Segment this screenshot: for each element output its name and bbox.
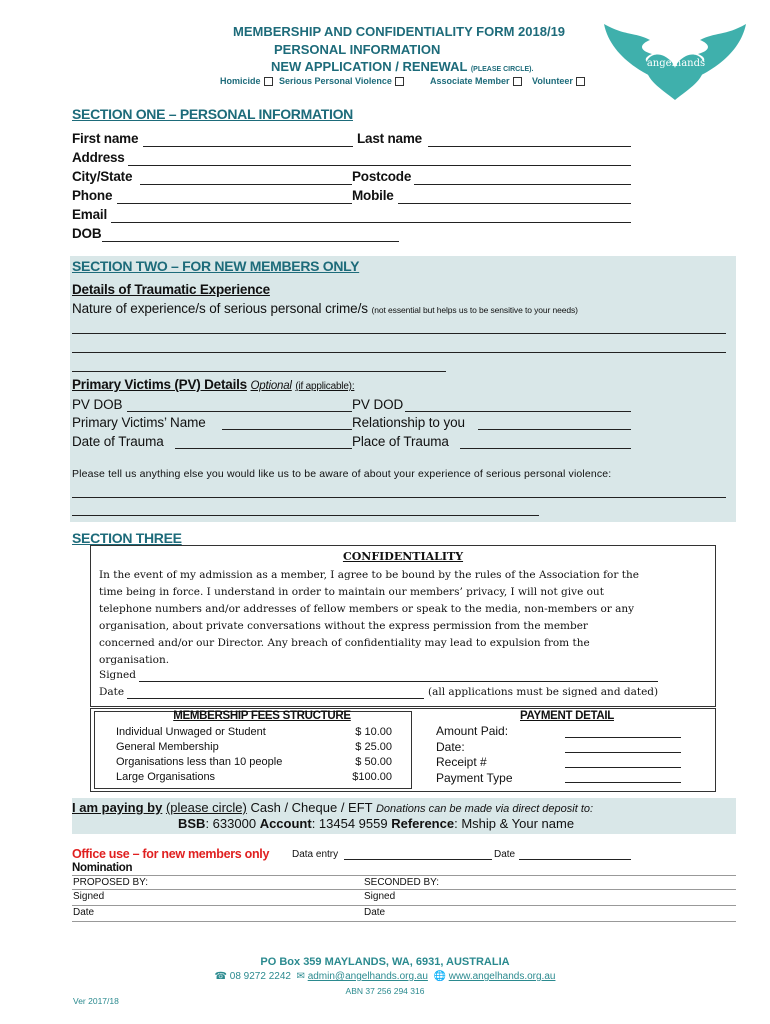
- amount-paid-field[interactable]: [565, 737, 681, 738]
- confidentiality-text: [99, 567, 639, 669]
- data-entry-label: Data entry: [292, 849, 339, 860]
- application-label: NEW APPLICATION / RENEWAL: [271, 59, 468, 74]
- email-field[interactable]: [111, 222, 631, 223]
- nomination-row-line: [72, 921, 736, 922]
- form-title: MEMBERSHIP AND CONFIDENTIALITY FORM 2018/19: [233, 24, 566, 39]
- volunteer-checkbox[interactable]: [576, 77, 585, 86]
- paying-circle-note: (please circle): [165, 800, 247, 815]
- option-volunteer-label: Volunteer: [532, 76, 573, 86]
- nature-field-line-2[interactable]: [72, 352, 726, 353]
- option-homicide[interactable]: [220, 76, 273, 86]
- spv-checkbox[interactable]: [395, 77, 404, 86]
- fee-amount: $ 10.00: [355, 726, 392, 738]
- fee-amount: $ 50.00: [355, 756, 392, 768]
- footer-abn: ABN 37 256 294 316: [345, 986, 425, 996]
- paying-line: [72, 800, 593, 815]
- last-name-field[interactable]: [428, 146, 631, 147]
- footer-contacts: [0, 971, 770, 982]
- fee-label: Organisations less than 10 people: [116, 756, 283, 768]
- fee-label: Large Organisations: [116, 771, 216, 783]
- traumatic-experience-title: Details of Traumatic Experience: [72, 282, 270, 297]
- option-spv[interactable]: [279, 76, 404, 86]
- account-value: : 13454 9559: [311, 816, 388, 831]
- mobile-label: Mobile: [352, 188, 394, 203]
- donations-note: Donations can be made via direct deposit to:: [375, 803, 594, 815]
- payment-label: Payment Type: [436, 770, 513, 785]
- conf-line: concerned and/or our Director. Any breach of confidentiality may lead to expulsion from the: [99, 637, 590, 649]
- section-three-title: SECTION THREE: [72, 530, 182, 546]
- confidentiality-title: CONFIDENTIALITY: [342, 550, 464, 563]
- seconded-signed-label[interactable]: Signed: [364, 891, 396, 902]
- pv-dod-field[interactable]: [405, 411, 631, 412]
- signed-field[interactable]: [139, 681, 658, 682]
- conf-line: organisation.: [99, 654, 170, 666]
- pv-name-field[interactable]: [222, 429, 352, 430]
- pv-title: Primary Victims (PV) Details: [72, 377, 247, 392]
- nature-label: [72, 301, 578, 316]
- seconded-date-label[interactable]: Date: [364, 907, 386, 918]
- proposed-signed-label[interactable]: Signed: [73, 891, 105, 902]
- pv-dob-label: PV DOB: [72, 397, 123, 412]
- place-trauma-field[interactable]: [460, 448, 631, 449]
- payment-labels: [436, 724, 513, 786]
- payment-label: Amount Paid:: [436, 724, 509, 738]
- footer-address: PO Box 359 MAYLANDS, WA, 6931, AUSTRALIA: [260, 956, 510, 968]
- phone-icon: ☎: [214, 971, 227, 982]
- payment-label: Date:: [436, 739, 465, 754]
- footer-email-link[interactable]: admin@angelhands.org.au: [307, 971, 428, 982]
- fees-labels: [116, 725, 282, 785]
- account-label: Account: [259, 816, 312, 831]
- option-associate-label: Associate Member: [430, 76, 510, 86]
- fee-amount: $100.00: [352, 771, 392, 783]
- payment-date-field[interactable]: [565, 752, 681, 753]
- relationship-label: Relationship to you: [352, 415, 465, 430]
- city-state-label: City/State: [72, 169, 133, 184]
- address-label: Address: [72, 150, 125, 165]
- phone-label: Phone: [72, 188, 113, 203]
- nature-text: Nature of experience/s of serious personal crime/s: [72, 301, 368, 316]
- last-name-label: Last name: [357, 131, 422, 146]
- payment-label: Receipt #: [436, 755, 487, 769]
- signed-label: Signed: [99, 669, 136, 681]
- mail-icon: ✉: [296, 971, 305, 982]
- footer-phone: 08 9272 2242: [229, 971, 291, 982]
- globe-icon: 🌐: [433, 971, 446, 982]
- city-state-field[interactable]: [140, 184, 352, 185]
- date-trauma-label: Date of Trauma: [72, 434, 164, 449]
- tell-us-field-line-1[interactable]: [72, 497, 726, 498]
- fee-label: Individual Unwaged or Student: [116, 726, 266, 738]
- payment-type-field[interactable]: [565, 782, 681, 783]
- receipt-field[interactable]: [565, 767, 681, 768]
- fees-amounts: [330, 725, 392, 785]
- date-field[interactable]: [127, 698, 424, 699]
- dob-field[interactable]: [102, 241, 399, 242]
- version-label: Ver 2017/18: [73, 996, 119, 1006]
- nomination-row-line: [72, 875, 736, 876]
- date-note: (all applications must be signed and dated): [428, 686, 659, 698]
- logo-text: angelhands: [646, 58, 706, 69]
- section-two-title: SECTION TWO – FOR NEW MEMBERS ONLY: [72, 258, 360, 274]
- dob-label: DOB: [72, 226, 102, 241]
- pv-dob-field[interactable]: [127, 411, 352, 412]
- address-field[interactable]: [128, 165, 631, 166]
- seconded-by-label: SECONDED BY:: [364, 877, 440, 888]
- reference-label: Reference: [391, 816, 455, 831]
- conf-line: telephone numbers and/or addresses of fellow members or speak to the media, non-members or any: [99, 603, 635, 615]
- paying-methods[interactable]: Cash / Cheque / EFT: [250, 800, 373, 815]
- phone-field[interactable]: [117, 203, 352, 204]
- first-name-label: First name: [72, 131, 139, 146]
- date-label: Date: [99, 686, 125, 698]
- email-label: Email: [72, 207, 108, 222]
- footer-web-link[interactable]: www.angelhands.org.au: [448, 971, 556, 982]
- option-associate[interactable]: [430, 76, 522, 86]
- office-date-label: Date: [494, 849, 516, 860]
- please-circle-note: (PLEASE CIRCLE).: [470, 66, 534, 73]
- payment-title: PAYMENT DETAIL: [520, 710, 614, 722]
- bsb-label: BSB: [178, 816, 206, 831]
- paying-label: I am paying by: [72, 800, 163, 815]
- option-homicide-label: Homicide: [220, 76, 261, 86]
- nomination-row-line: [72, 889, 736, 890]
- nomination-row-line: [72, 905, 736, 906]
- conf-line: time being in force. I understand in order to maintain our members’ privacy, I will not give out: [99, 586, 604, 598]
- bank-details: [178, 816, 574, 831]
- pv-optional: Optional: [250, 380, 292, 392]
- reference-value: : Mship & Your name: [454, 816, 575, 831]
- option-spv-label: Serious Personal Violence: [279, 76, 392, 86]
- mobile-field[interactable]: [398, 203, 631, 204]
- pv-dod-label: PV DOD: [352, 397, 404, 412]
- postcode-field[interactable]: [414, 184, 631, 185]
- office-date-field[interactable]: [519, 859, 631, 860]
- angelhands-logo: [600, 14, 750, 104]
- pv-details-heading: [72, 377, 354, 392]
- homicide-checkbox[interactable]: [264, 77, 273, 86]
- tell-us-label: Please tell us anything else you would like us to be aware of about your experience of serious personal violence:: [72, 468, 612, 480]
- fees-title: MEMBERSHIP FEES STRUCTURE: [173, 710, 351, 722]
- pv-name-label: Primary Victims’ Name: [72, 415, 206, 430]
- nature-field-line-3[interactable]: [72, 371, 446, 372]
- bsb-value: : 633000: [205, 816, 257, 831]
- date-trauma-field[interactable]: [175, 448, 352, 449]
- nomination-label: Nomination: [72, 862, 133, 874]
- first-name-field[interactable]: [143, 146, 353, 147]
- pv-applicable: (if applicable):: [295, 381, 355, 392]
- data-entry-field[interactable]: [344, 859, 492, 860]
- associate-checkbox[interactable]: [513, 77, 522, 86]
- nature-note: (not essential but helps us to be sensitive to your needs): [371, 305, 578, 315]
- relationship-field[interactable]: [478, 429, 631, 430]
- application-type[interactable]: [271, 59, 533, 74]
- fee-label: General Membership: [116, 741, 219, 753]
- form-subtitle: PERSONAL INFORMATION: [274, 42, 441, 57]
- place-trauma-label: Place of Trauma: [352, 434, 449, 449]
- office-use-title: Office use – for new members only: [72, 847, 270, 861]
- conf-line: In the event of my admission as a member, I agree to be bound by the rules of the Association for the: [99, 569, 639, 581]
- postcode-label: Postcode: [352, 169, 412, 184]
- conf-line: organisation, about private conversations without the express permission from the member: [99, 620, 588, 632]
- option-volunteer[interactable]: [532, 76, 585, 86]
- fee-amount: $ 25.00: [355, 741, 392, 753]
- section-one-title: SECTION ONE – PERSONAL INFORMATION: [72, 106, 353, 122]
- nature-field-line-1[interactable]: [72, 333, 726, 334]
- proposed-date-label[interactable]: Date: [73, 907, 95, 918]
- tell-us-field-line-2[interactable]: [72, 515, 539, 516]
- proposed-by-label: PROPOSED BY:: [73, 877, 149, 888]
